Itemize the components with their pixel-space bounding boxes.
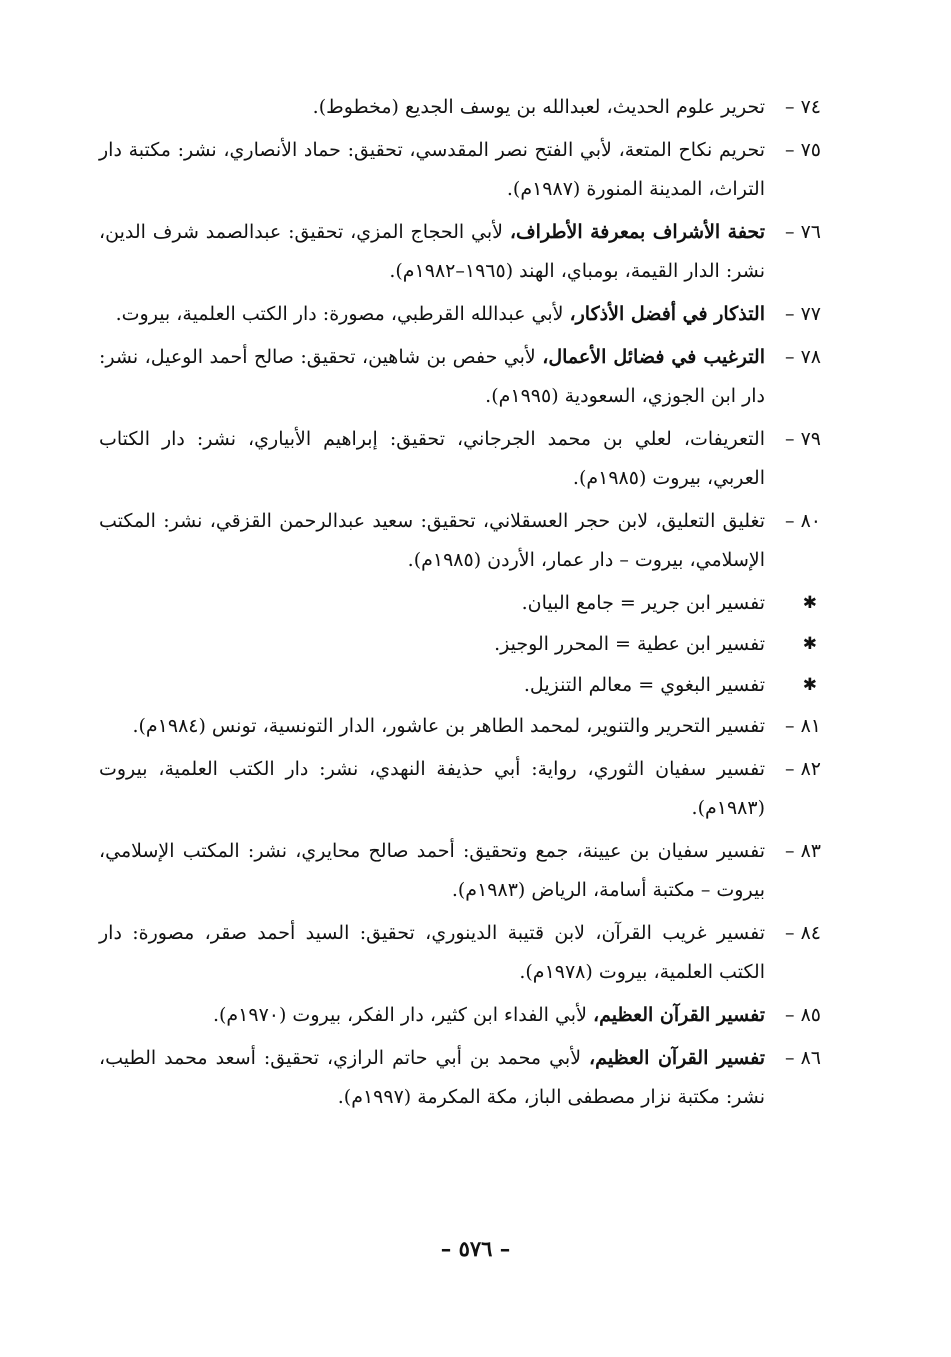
entry-title: تفسير القرآن العظيم، bbox=[592, 1004, 765, 1026]
bibliography-entry-75 bbox=[99, 131, 821, 209]
entry-text bbox=[99, 420, 765, 498]
cross-reference-text: تفسير ابن عطية = المحرر الوجيز. bbox=[494, 633, 765, 655]
entry-text bbox=[99, 707, 765, 746]
entry-number: ٨٥ – bbox=[785, 1004, 821, 1026]
entry-title: تغليق التعليق، bbox=[655, 510, 765, 532]
bibliography-page bbox=[99, 88, 821, 1121]
entry-text bbox=[99, 996, 765, 1035]
entry-details: لمحمد الطاهر بن عاشور، الدار التونسية، تونس (١٩٨٤م). bbox=[132, 715, 587, 737]
bibliography-entry-82 bbox=[99, 750, 821, 828]
entry-title: تفسير سفيان الثوري، bbox=[587, 758, 765, 780]
entry-title: تفسير التحرير والتنوير، bbox=[586, 715, 765, 737]
cross-reference bbox=[99, 625, 821, 664]
bibliography-entry-86 bbox=[99, 1039, 821, 1117]
entry-text bbox=[99, 88, 765, 127]
entry-title: الترغيب في فضائل الأعمال، bbox=[542, 346, 765, 368]
entry-number: ٨٠ – bbox=[785, 510, 821, 532]
entry-text bbox=[99, 338, 765, 416]
entry-text bbox=[99, 213, 765, 291]
asterisk-icon: ✱ bbox=[802, 593, 817, 613]
entry-details: رواية: أبي حذيفة النهدي، نشر: دار الكتب العلمية، بيروت (١٩٨٣م). bbox=[99, 758, 765, 819]
entry-text bbox=[99, 295, 765, 334]
entry-text bbox=[99, 750, 765, 828]
bibliography-entry-85 bbox=[99, 996, 821, 1035]
entry-text bbox=[99, 914, 765, 992]
entry-number: ٨٣ – bbox=[785, 840, 821, 862]
bibliography-entry-83 bbox=[99, 832, 821, 910]
entry-title: تفسير سفيان بن عيينة، bbox=[576, 840, 765, 862]
entry-details: لأبي محمد بن أبي حاتم الرازي، تحقيق: أسعد محمد الطيب، نشر: مكتبة نزار مصطفى الباز، مكة المكرمة (١٩٩٧م). bbox=[99, 1047, 765, 1108]
entry-number: ٧٦ – bbox=[785, 221, 821, 243]
entry-details: لأبي حفص بن شاهين، تحقيق: صالح أحمد الوعيل، نشر: دار ابن الجوزي، السعودية (١٩٩٥م). bbox=[99, 346, 765, 407]
entry-number: ٧٨ – bbox=[785, 346, 821, 368]
cross-reference bbox=[99, 666, 821, 705]
entry-details: لابن حجر العسقلاني، تحقيق: سعيد عبدالرحمن القزقي، نشر: المكتب الإسلامي، بيروت – دار عمار، الأردن (١٩٨٥م). bbox=[99, 510, 765, 571]
entry-number: ٧٧ – bbox=[785, 303, 821, 325]
entry-details: لعلي بن محمد الجرجاني، تحقيق: إبراهيم الأبياري، نشر: دار الكتاب العربي، بيروت (١٩٨٥م). bbox=[99, 428, 765, 489]
entry-number: ٨١ – bbox=[785, 715, 821, 737]
entry-details: لعبدالله بن يوسف الجديع (مخطوط). bbox=[312, 96, 607, 118]
entry-text bbox=[99, 502, 765, 580]
entry-number: ٨٢ – bbox=[785, 758, 821, 780]
entry-title: تحفة الأشراف بمعرفة الأطراف، bbox=[509, 221, 765, 243]
entry-details: جمع وتحقيق: أحمد صالح محايري، نشر: المكتب الإسلامي، بيروت – مكتبة أسامة، الرياض (١٩٨٣م). bbox=[99, 840, 765, 901]
bibliography-entry-80 bbox=[99, 502, 821, 580]
entry-title: تفسير غريب القرآن، bbox=[595, 922, 765, 944]
bibliography-entry-76 bbox=[99, 213, 821, 291]
entry-title: تفسير القرآن العظيم، bbox=[589, 1047, 765, 1069]
entry-details: لأبي الفتح نصر المقدسي، تحقيق: حماد الأنصاري، نشر: مكتبة دار التراث، المدينة المنورة (١٩٨٧م). bbox=[99, 139, 765, 200]
entry-title: التعريفات، bbox=[683, 428, 765, 450]
cross-reference bbox=[99, 584, 821, 623]
entry-title: تحريم نكاح المتعة، bbox=[618, 139, 765, 161]
entry-number: ٧٥ – bbox=[785, 139, 821, 161]
asterisk-icon: ✱ bbox=[802, 675, 817, 695]
page-number: – ٥٧٦ – bbox=[440, 1236, 511, 1261]
entry-number: ٨٤ – bbox=[785, 922, 821, 944]
bibliography-entry-81 bbox=[99, 707, 821, 746]
entry-details: لأبي عبدالله القرطبي، مصورة: دار الكتب العلمية، بيروت. bbox=[115, 303, 570, 325]
bibliography-entry-77 bbox=[99, 295, 821, 334]
entry-title: تحرير علوم الحديث، bbox=[606, 96, 765, 118]
asterisk-icon: ✱ bbox=[802, 634, 817, 654]
entry-text bbox=[99, 832, 765, 910]
entry-title: التذكار في أفضل الأذكار، bbox=[569, 303, 765, 325]
bibliography-entry-79 bbox=[99, 420, 821, 498]
entry-details: لابن قتيبة الدينوري، تحقيق: السيد أحمد صقر، مصورة: دار الكتب العلمية، بيروت (١٩٧٨م). bbox=[99, 922, 765, 983]
cross-reference-text: تفسير البغوي = معالم التنزيل. bbox=[523, 674, 765, 696]
entry-text bbox=[99, 1039, 765, 1117]
entry-text bbox=[99, 131, 765, 209]
entry-number: ٧٤ – bbox=[785, 96, 821, 118]
bibliography-entry-78 bbox=[99, 338, 821, 416]
entry-number: ٨٦ – bbox=[785, 1047, 821, 1069]
entry-details: لأبي الحجاج المزي، تحقيق: عبدالصمد شرف الدين، نشر: الدار القيمة، بومباي، الهند (١٩٦٥–١٩٨٢م). bbox=[99, 221, 765, 282]
cross-reference-text: تفسير ابن جرير = جامع البيان. bbox=[521, 592, 765, 614]
entry-details: لأبي الفداء ابن كثير، دار الفكر، بيروت (١٩٧٠م). bbox=[212, 1004, 593, 1026]
bibliography-entry-84 bbox=[99, 914, 821, 992]
bibliography-entry-74 bbox=[99, 88, 821, 127]
entry-number: ٧٩ – bbox=[785, 428, 821, 450]
